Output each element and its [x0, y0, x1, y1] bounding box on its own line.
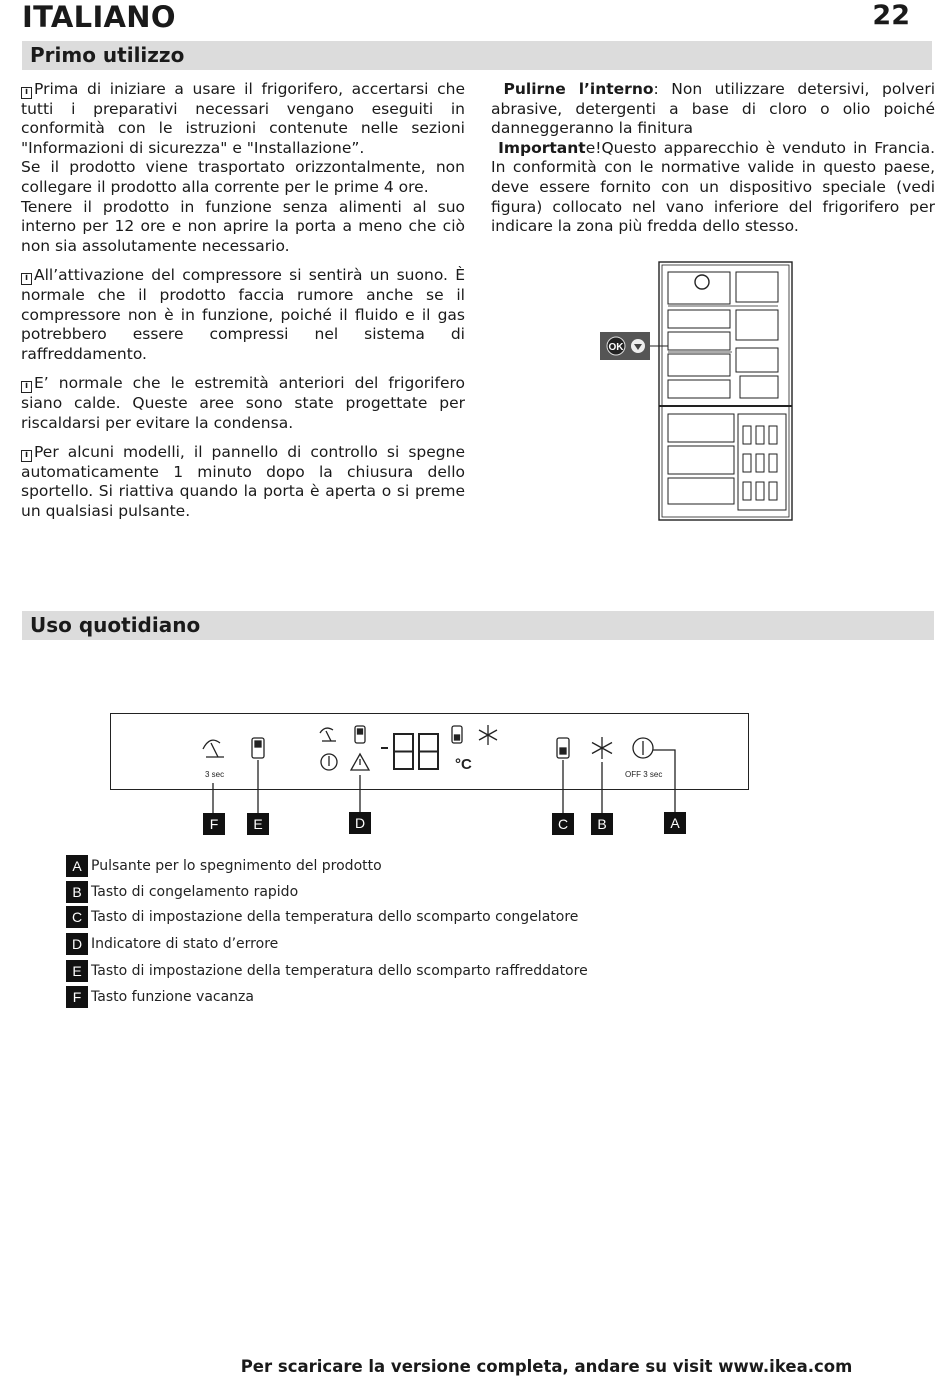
- paragraph: Pulirne l’interno: Non utilizzare detersivi, polveri abrasive, detergenti a base di cloro o olio poiché danneggeranno la finitura: [491, 80, 936, 138]
- paragraph: i Prima di iniziare a usare il frigorifero, accertarsi che tutti i preparativi necessari vengano eseguiti in conformità con le istruzioni contenute nelle sezioni "Informazioni di sicurezza" e "Installazione”.: [21, 80, 465, 157]
- panel-key-b: B: [591, 813, 613, 835]
- paragraph: i All’attivazione del compressore si sentirà un suono. È normale che il prodotto faccia rumore anche se il compressore non è in funzione, poiché il fluido e il gas potrebbero essere compressi nel sistema di raffreddamento.: [21, 266, 465, 363]
- footer-download-note: Per scaricare la versione completa, andare su visit www.ikea.com: [240, 1357, 853, 1376]
- snowflake-icon: [592, 737, 612, 759]
- info-icon: i: [21, 381, 32, 393]
- page-number: 22: [872, 0, 910, 31]
- legend-item: E Tasto di impostazione della temperatura dello scomparto raffreddatore: [66, 960, 588, 982]
- info-icon: i: [21, 450, 32, 462]
- panel-key-a: A: [664, 812, 686, 834]
- display-unit: °C: [455, 756, 472, 773]
- fridge-illustration: [598, 258, 798, 526]
- snowflake-status-icon: [479, 725, 497, 745]
- panel-key-c: C: [552, 813, 574, 835]
- legend-item: D Indicatore di stato d’errore: [66, 933, 278, 955]
- panel-key-d: D: [349, 812, 371, 834]
- legend-item: C Tasto di impostazione della temperatura dello scomparto congelatore: [66, 906, 578, 928]
- control-panel-icons: [110, 713, 750, 823]
- hold-3sec-label: 3 sec: [205, 770, 225, 779]
- legend-item: F Tasto funzione vacanza: [66, 986, 254, 1008]
- info-icon: i: [21, 273, 32, 285]
- info-icon: i: [21, 87, 32, 99]
- panel-key-f: F: [203, 813, 225, 835]
- section-heading-first-use: Primo utilizzo: [22, 41, 932, 70]
- language-title: ITALIANO: [22, 0, 176, 34]
- paragraph: Se il prodotto viene trasportato orizzontalmente, non collegare il prodotto alla corrente per le prime 4 ore.: [21, 158, 465, 196]
- legend-item: A Pulsante per lo spegnimento del prodotto: [66, 855, 382, 877]
- paragraph: i E’ normale che le estremità anteriori del frigorifero siano calde. Queste aree sono state progettate per riscaldarsi per evitare la condensa.: [21, 374, 465, 432]
- svg-text:OK: OK: [608, 342, 624, 353]
- paragraph: Importante!Questo apparecchio è venduto in Francia. In conformità con le normative valide in questo paese, deve essere fornito con un dispositivo speciale (vedi figura) collocato nel vano inferiore del frigorifero per indicare la zona più fredda dello stesso.: [491, 138, 935, 236]
- off-3sec-label: OFF 3 sec: [625, 770, 663, 779]
- right-column: [491, 80, 935, 247]
- panel-key-e: E: [247, 813, 269, 835]
- left-column: [21, 80, 465, 531]
- legend-item: B Tasto di congelamento rapido: [66, 881, 298, 903]
- paragraph: i Per alcuni modelli, il pannello di controllo si spegne automaticamente 1 minuto dopo la chiusura dello sportello. Si riattiva quando la porta è aperta o si preme un qualsiasi pulsante.: [21, 443, 465, 520]
- paragraph: Tenere il prodotto in funzione senza alimenti al suo interno per 12 ore e non aprire la porta a meno che ciò non sia assolutamente necessario.: [21, 197, 465, 255]
- section-heading-daily-use: Uso quotidiano: [22, 611, 934, 640]
